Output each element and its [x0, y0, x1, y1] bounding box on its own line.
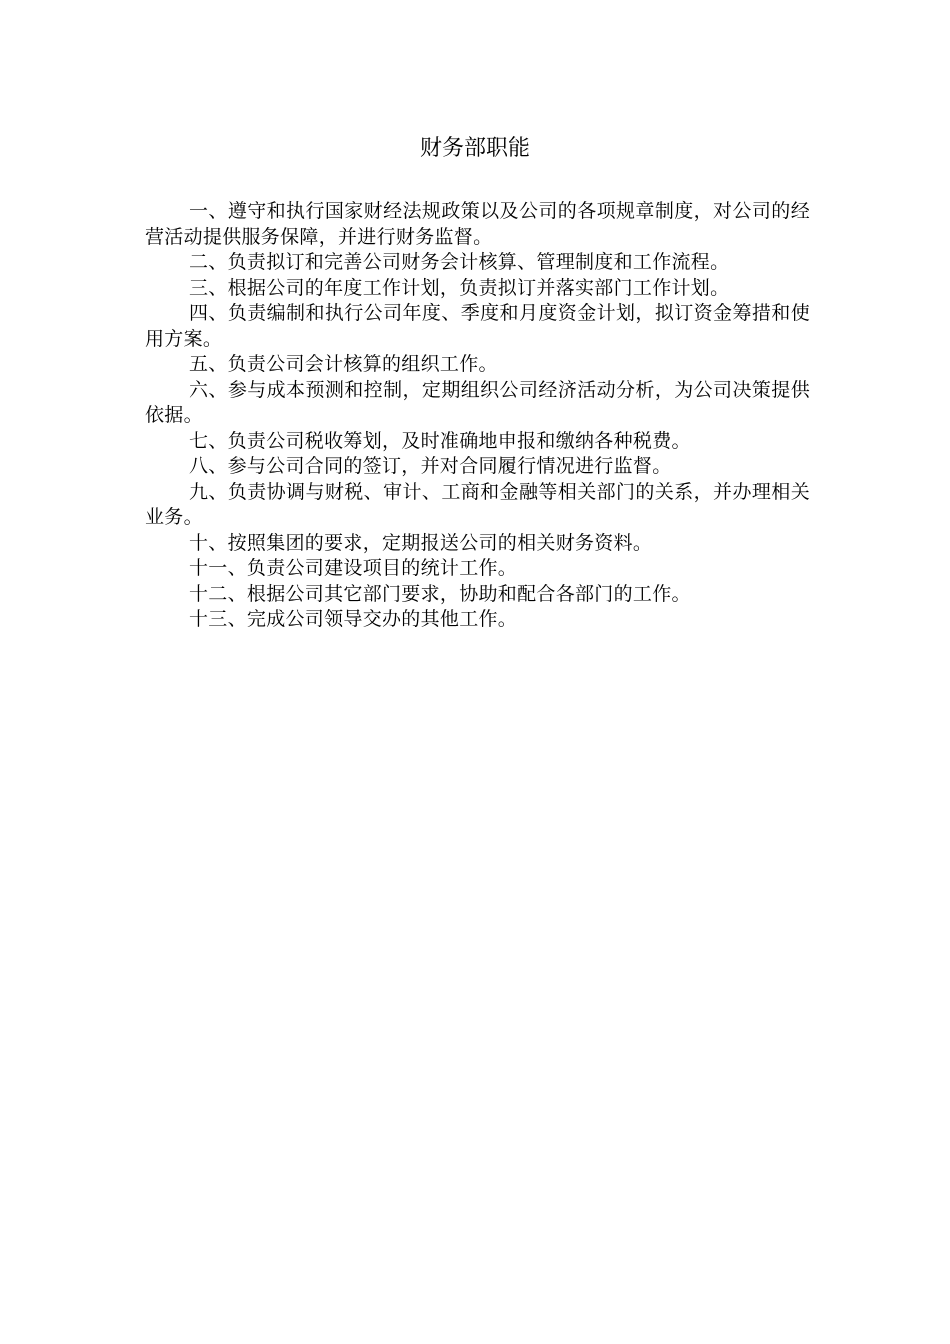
- duty-item-1: 一、遵守和执行国家财经法规政策以及公司的各项规章制度，对公司的经营活动提供服务保障，并进行财务监督。: [145, 200, 810, 248]
- duty-item-4: 四、负责编制和执行公司年度、季度和月度资金计划，拟订资金筹措和使用方案。: [145, 302, 810, 350]
- duty-item-5: 五、负责公司会计核算的组织工作。: [189, 353, 498, 375]
- duty-item-11: 十一、负责公司建设项目的统计工作。: [189, 557, 518, 579]
- duty-item-9: 九、负责协调与财税、审计、工商和金融等相关部门的关系，并办理相关业务。: [145, 480, 810, 528]
- duty-item-8: 八、参与公司合同的签订，并对合同履行情况进行监督。: [189, 455, 672, 477]
- duty-item-10: 十、按照集团的要求，定期报送公司的相关财务资料。: [189, 531, 653, 554]
- duty-item-2: 二、负责拟订和完善公司财务会计核算、管理制度和工作流程。: [189, 251, 730, 273]
- document-title: 财务部职能: [419, 136, 530, 161]
- duty-item-12: 十二、根据公司其它部门要求，协助和配合各部门的工作。: [189, 582, 691, 605]
- duty-item-3: 三、根据公司的年度工作计划，负责拟订并落实部门工作计划。: [189, 276, 730, 299]
- duty-item-6: 六、参与成本预测和控制，定期组织公司经济活动分析，为公司决策提供依据。: [145, 378, 810, 426]
- duty-item-7: 七、负责公司税收筹划，及时准确地申报和缴纳各种税费。: [189, 429, 691, 452]
- duty-item-13: 十三、完成公司领导交办的其他工作。: [189, 608, 518, 630]
- document-body: [145, 199, 810, 633]
